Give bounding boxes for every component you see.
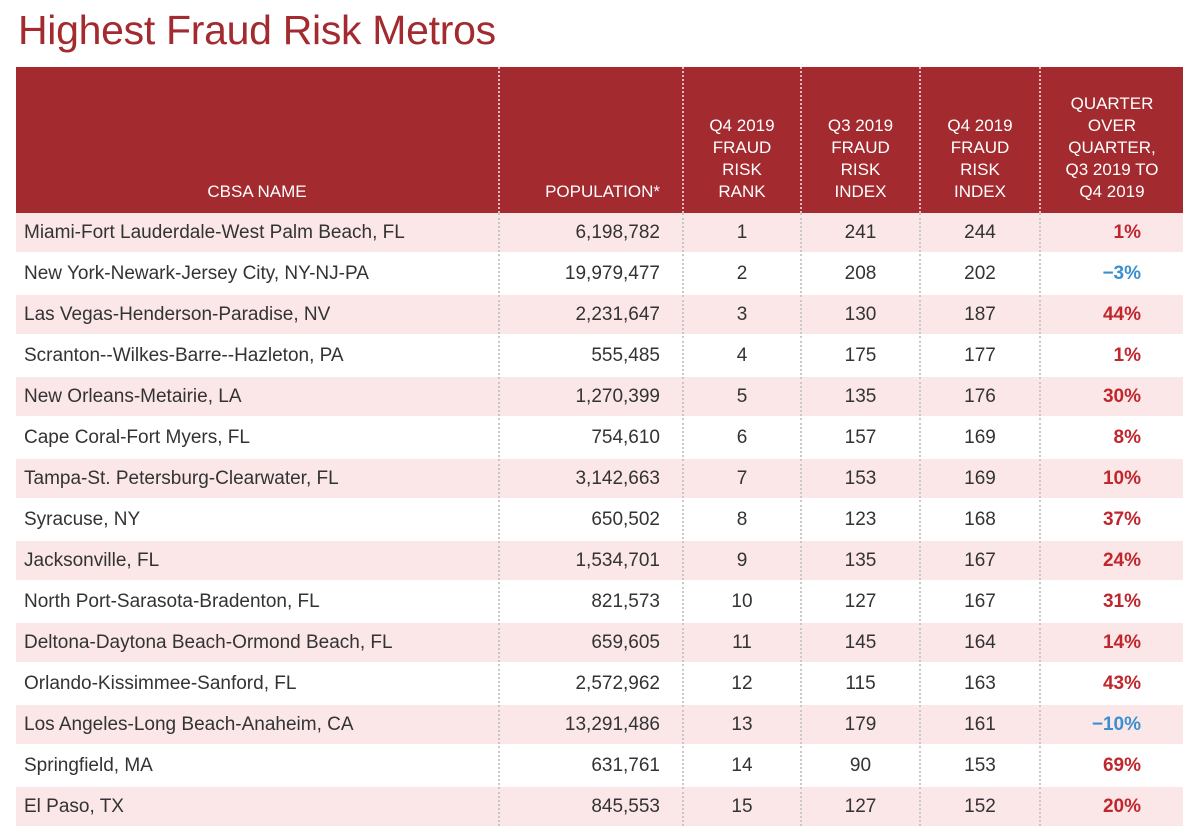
cell-q3-index: 127 (801, 786, 920, 827)
cell-population: 659,605 (499, 622, 683, 663)
cell-population: 19,979,477 (499, 253, 683, 294)
cell-population: 821,573 (499, 581, 683, 622)
cell-q4-index: 167 (920, 581, 1040, 622)
table-row (16, 663, 1183, 704)
cell-population: 754,610 (499, 417, 683, 458)
cell-q4-index: 202 (920, 253, 1040, 294)
cell-qoq-change: −10% (1040, 704, 1183, 745)
cell-population: 13,291,486 (499, 704, 683, 745)
header-qoq-change (1040, 67, 1183, 213)
cell-q3-index: 135 (801, 376, 920, 417)
cell-q3-index: 130 (801, 294, 920, 335)
fraud-risk-table (16, 67, 1183, 828)
header-qoq-line: QUARTER, (1068, 138, 1156, 157)
table-row (16, 622, 1183, 663)
cell-population: 6,198,782 (499, 213, 683, 253)
cell-rank: 11 (683, 622, 801, 663)
table-row (16, 376, 1183, 417)
header-cbsa-name: CBSA NAME (16, 67, 499, 213)
cell-population: 3,142,663 (499, 458, 683, 499)
cell-q3-index: 157 (801, 417, 920, 458)
cell-cbsa-name: Los Angeles-Long Beach-Anaheim, CA (16, 704, 499, 745)
header-q4-line: RISK (960, 160, 1000, 179)
table-body (16, 213, 1183, 827)
cell-population: 1,270,399 (499, 376, 683, 417)
cell-qoq-change: 1% (1040, 213, 1183, 253)
table-row (16, 417, 1183, 458)
cell-qoq-change: 20% (1040, 786, 1183, 827)
cell-q4-index: 177 (920, 335, 1040, 376)
header-qoq-line: Q3 2019 TO (1065, 160, 1159, 179)
cell-q4-index: 153 (920, 745, 1040, 786)
header-q3-index (801, 67, 920, 213)
cell-cbsa-name: Scranton--Wilkes-Barre--Hazleton, PA (16, 335, 499, 376)
header-q3-line: RISK (840, 160, 881, 179)
table-row (16, 540, 1183, 581)
cell-q4-index: 164 (920, 622, 1040, 663)
cell-q3-index: 179 (801, 704, 920, 745)
cell-cbsa-name: El Paso, TX (16, 786, 499, 827)
cell-q4-index: 187 (920, 294, 1040, 335)
header-rank (683, 67, 801, 213)
cell-q4-index: 169 (920, 417, 1040, 458)
cell-cbsa-name: Miami-Fort Lauderdale-West Palm Beach, FL (16, 213, 499, 253)
cell-population: 845,553 (499, 786, 683, 827)
cell-q4-index: 176 (920, 376, 1040, 417)
header-q3-line: FRAUD (831, 138, 890, 157)
header-q4-line: Q4 2019 (947, 116, 1013, 135)
header-rank-line: RANK (718, 182, 766, 201)
cell-q4-index: 244 (920, 213, 1040, 253)
cell-cbsa-name: New York-Newark-Jersey City, NY-NJ-PA (16, 253, 499, 294)
cell-population: 555,485 (499, 335, 683, 376)
cell-qoq-change: 37% (1040, 499, 1183, 540)
header-population: POPULATION* (499, 67, 683, 213)
cell-cbsa-name: New Orleans-Metairie, LA (16, 376, 499, 417)
cell-q3-index: 153 (801, 458, 920, 499)
header-q4-index (920, 67, 1040, 213)
cell-qoq-change: −3% (1040, 253, 1183, 294)
cell-rank: 3 (683, 294, 801, 335)
cell-rank: 12 (683, 663, 801, 704)
header-rank-line: RISK (722, 160, 762, 179)
cell-cbsa-name: Orlando-Kissimmee-Sanford, FL (16, 663, 499, 704)
cell-rank: 10 (683, 581, 801, 622)
cell-qoq-change: 31% (1040, 581, 1183, 622)
cell-cbsa-name: Springfield, MA (16, 745, 499, 786)
cell-q3-index: 145 (801, 622, 920, 663)
cell-rank: 5 (683, 376, 801, 417)
page-title: Highest Fraud Risk Metros (18, 7, 496, 53)
cell-population: 2,231,647 (499, 294, 683, 335)
cell-rank: 9 (683, 540, 801, 581)
cell-population: 650,502 (499, 499, 683, 540)
cell-rank: 2 (683, 253, 801, 294)
cell-rank: 1 (683, 213, 801, 253)
cell-rank: 14 (683, 745, 801, 786)
table-header-row (16, 67, 1183, 213)
cell-qoq-change: 14% (1040, 622, 1183, 663)
table-row (16, 499, 1183, 540)
header-qoq-line: OVER (1087, 116, 1137, 135)
cell-qoq-change: 10% (1040, 458, 1183, 499)
table-row (16, 458, 1183, 499)
cell-q3-index: 127 (801, 581, 920, 622)
header-rank-line: FRAUD (712, 138, 772, 157)
cell-cbsa-name: Syracuse, NY (16, 499, 499, 540)
cell-q4-index: 161 (920, 704, 1040, 745)
cell-cbsa-name: Tampa-St. Petersburg-Clearwater, FL (16, 458, 499, 499)
table-row (16, 786, 1183, 827)
cell-q3-index: 135 (801, 540, 920, 581)
cell-rank: 13 (683, 704, 801, 745)
cell-q3-index: 90 (801, 745, 920, 786)
cell-cbsa-name: North Port-Sarasota-Bradenton, FL (16, 581, 499, 622)
table-row (16, 253, 1183, 294)
cell-q3-index: 115 (801, 663, 920, 704)
cell-qoq-change: 44% (1040, 294, 1183, 335)
header-q3-line: Q3 2019 (827, 116, 894, 135)
table-row (16, 294, 1183, 335)
cell-q3-index: 175 (801, 335, 920, 376)
header-qoq-line: Q4 2019 (1079, 182, 1145, 201)
header-qoq-line: QUARTER (1070, 94, 1154, 113)
cell-rank: 4 (683, 335, 801, 376)
cell-qoq-change: 24% (1040, 540, 1183, 581)
table-row (16, 335, 1183, 376)
cell-cbsa-name: Jacksonville, FL (16, 540, 499, 581)
cell-q4-index: 167 (920, 540, 1040, 581)
cell-cbsa-name: Cape Coral-Fort Myers, FL (16, 417, 499, 458)
cell-q4-index: 163 (920, 663, 1040, 704)
header-q4-line: FRAUD (950, 138, 1010, 157)
cell-qoq-change: 30% (1040, 376, 1183, 417)
cell-cbsa-name: Deltona-Daytona Beach-Ormond Beach, FL (16, 622, 499, 663)
cell-q4-index: 169 (920, 458, 1040, 499)
header-rank-line: Q4 2019 (709, 116, 775, 135)
cell-q3-index: 123 (801, 499, 920, 540)
table-row (16, 745, 1183, 786)
cell-population: 2,572,962 (499, 663, 683, 704)
header-q3-line: INDEX (834, 182, 887, 201)
cell-rank: 8 (683, 499, 801, 540)
cell-qoq-change: 1% (1040, 335, 1183, 376)
cell-qoq-change: 8% (1040, 417, 1183, 458)
cell-rank: 6 (683, 417, 801, 458)
cell-cbsa-name: Las Vegas-Henderson-Paradise, NV (16, 294, 499, 335)
cell-qoq-change: 43% (1040, 663, 1183, 704)
cell-q4-index: 152 (920, 786, 1040, 827)
cell-rank: 7 (683, 458, 801, 499)
cell-population: 631,761 (499, 745, 683, 786)
cell-rank: 15 (683, 786, 801, 827)
table-row (16, 213, 1183, 253)
table-row (16, 704, 1183, 745)
cell-q3-index: 208 (801, 253, 920, 294)
cell-q3-index: 241 (801, 213, 920, 253)
cell-q4-index: 168 (920, 499, 1040, 540)
header-q4-line: INDEX (954, 182, 1006, 201)
table-row (16, 581, 1183, 622)
cell-population: 1,534,701 (499, 540, 683, 581)
cell-qoq-change: 69% (1040, 745, 1183, 786)
